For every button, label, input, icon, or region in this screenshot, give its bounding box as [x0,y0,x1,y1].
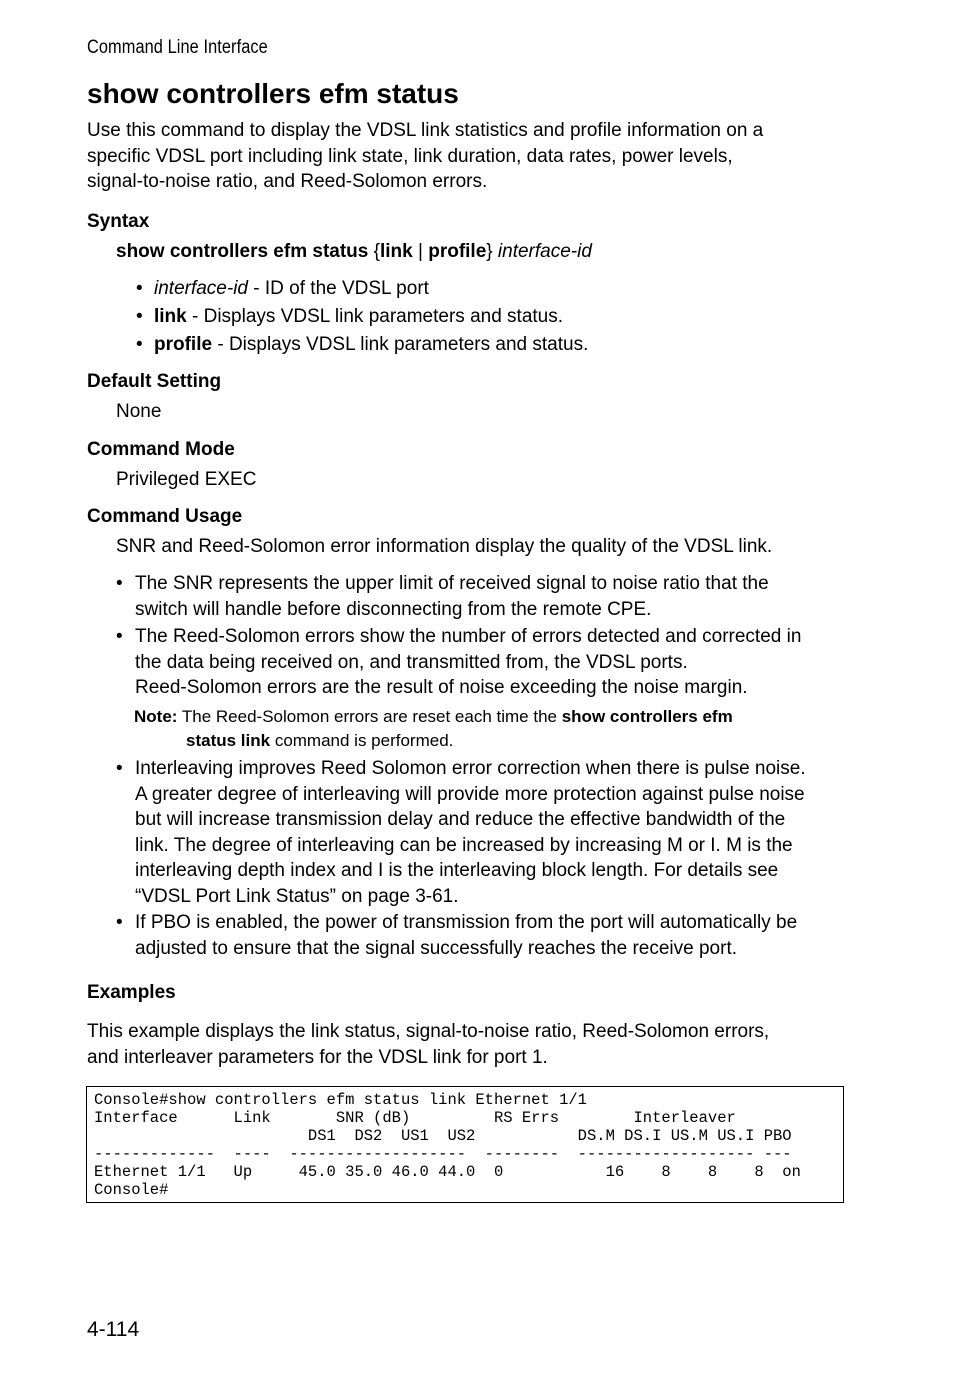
intro-line: specific VDSL port including link state, link duration, data rates, power levels, [87,145,733,167]
examples-line: and interleaver parameters for the VDSL link for port 1. [87,1046,548,1068]
bullet-icon: • [116,758,123,779]
examples-heading: Examples [87,982,176,1003]
usage-note [134,705,733,753]
command-usage-lead: SNR and Reed-Solomon error information display the quality of the VDSL link. [116,536,773,557]
page-number: 4-114 [87,1318,140,1341]
param-term: profile [154,334,213,355]
command-mode-heading: Command Mode [87,439,235,460]
syntax-separator: | [412,241,429,262]
command-mode-value: Privileged EXEC [116,469,257,490]
intro-line: signal-to-noise ratio, and Reed-Solomon errors. [87,171,488,192]
syntax-option-profile: profile [428,241,487,262]
note-command: show controllers efm [561,707,733,726]
param-desc: - Displays VDSL link parameters and status. [186,306,564,327]
intro-paragraph [87,118,763,195]
param-term: interface-id [154,278,248,299]
usage-line: The SNR represents the upper limit of received signal to noise ratio that the [135,573,769,594]
code-line: ------------- ---- ------------------- -------- ------------------- --- [94,1145,792,1163]
bullet-icon: • [136,278,143,299]
intro-line: Use this command to display the VDSL link statistics and profile information on a [87,120,764,141]
syntax-command: show controllers efm status [116,241,369,262]
code-line: Ethernet 1/1 Up 45.0 35.0 46.0 44.0 0 16 8 8 8 on [94,1163,801,1181]
usage-line: link. The degree of interleaving can be increased by increasing M or I. M is the [135,834,793,856]
usage-line: The Reed-Solomon errors show the number of errors detected and corrected in [135,626,802,647]
code-line: Interface Link SNR (dB) RS Errs Interleaver [94,1109,736,1127]
param-desc: - Displays VDSL link parameters and status. [212,334,589,355]
syntax-option-link: link [379,241,413,262]
examples-paragraph [87,1019,769,1070]
code-line: Console#show controllers efm status link Ethernet 1/1 [94,1091,587,1109]
code-line: DS1 DS2 US1 US2 DS.M DS.I US.M US.I PBO [94,1127,792,1145]
syntax-brace-close: } [486,241,493,262]
default-setting-value: None [116,401,162,422]
param-desc: - ID of the VDSL port [248,278,429,299]
usage-line: Reed-Solomon errors are the result of noise exceeding the noise margin. [135,677,748,698]
note-text: command is performed. [270,731,454,750]
examples-line: This example displays the link status, signal-to-noise ratio, Reed-Solomon errors, [87,1021,770,1042]
bullet-icon: • [136,334,143,355]
page-title: show controllers efm status [87,78,459,109]
code-line: Console# [94,1181,169,1199]
usage-line: but will increase transmission delay and reduce the effective bandwidth of the [135,809,786,830]
usage-line: interleaving depth index and I is the interleaving block length. For details see [135,860,779,881]
bullet-icon: • [116,573,123,594]
syntax-heading: Syntax [87,211,150,232]
note-label: Note: [134,707,178,726]
param-term: link [154,306,187,327]
note-command: status link [186,731,271,750]
code-example [86,1086,844,1203]
bullet-icon: • [136,306,143,327]
syntax-brace-open: { [373,241,380,262]
usage-line: “VDSL Port Link Status” on page 3-61. [135,885,459,907]
default-setting-heading: Default Setting [87,371,222,392]
note-text: The Reed-Solomon errors are reset each time the [177,707,562,726]
running-head: Command Line Interface [87,37,268,58]
command-usage-heading: Command Usage [87,506,243,527]
syntax-line [116,239,592,265]
usage-line: adjusted to ensure that the signal successfully reaches the receive port. [135,937,738,959]
syntax-argument: interface-id [497,241,592,262]
bullet-icon: • [116,912,123,933]
bullet-icon: • [116,626,123,647]
usage-line: Interleaving improves Reed Solomon error correction when there is pulse noise. [135,758,806,779]
usage-line: switch will handle before disconnecting from the remote CPE. [135,598,652,620]
usage-line: the data being received on, and transmitted from, the VDSL ports. [135,651,688,673]
usage-line: If PBO is enabled, the power of transmission from the port will automatically be [135,912,798,933]
usage-line: A greater degree of interleaving will provide more protection against pulse noise [135,783,805,805]
